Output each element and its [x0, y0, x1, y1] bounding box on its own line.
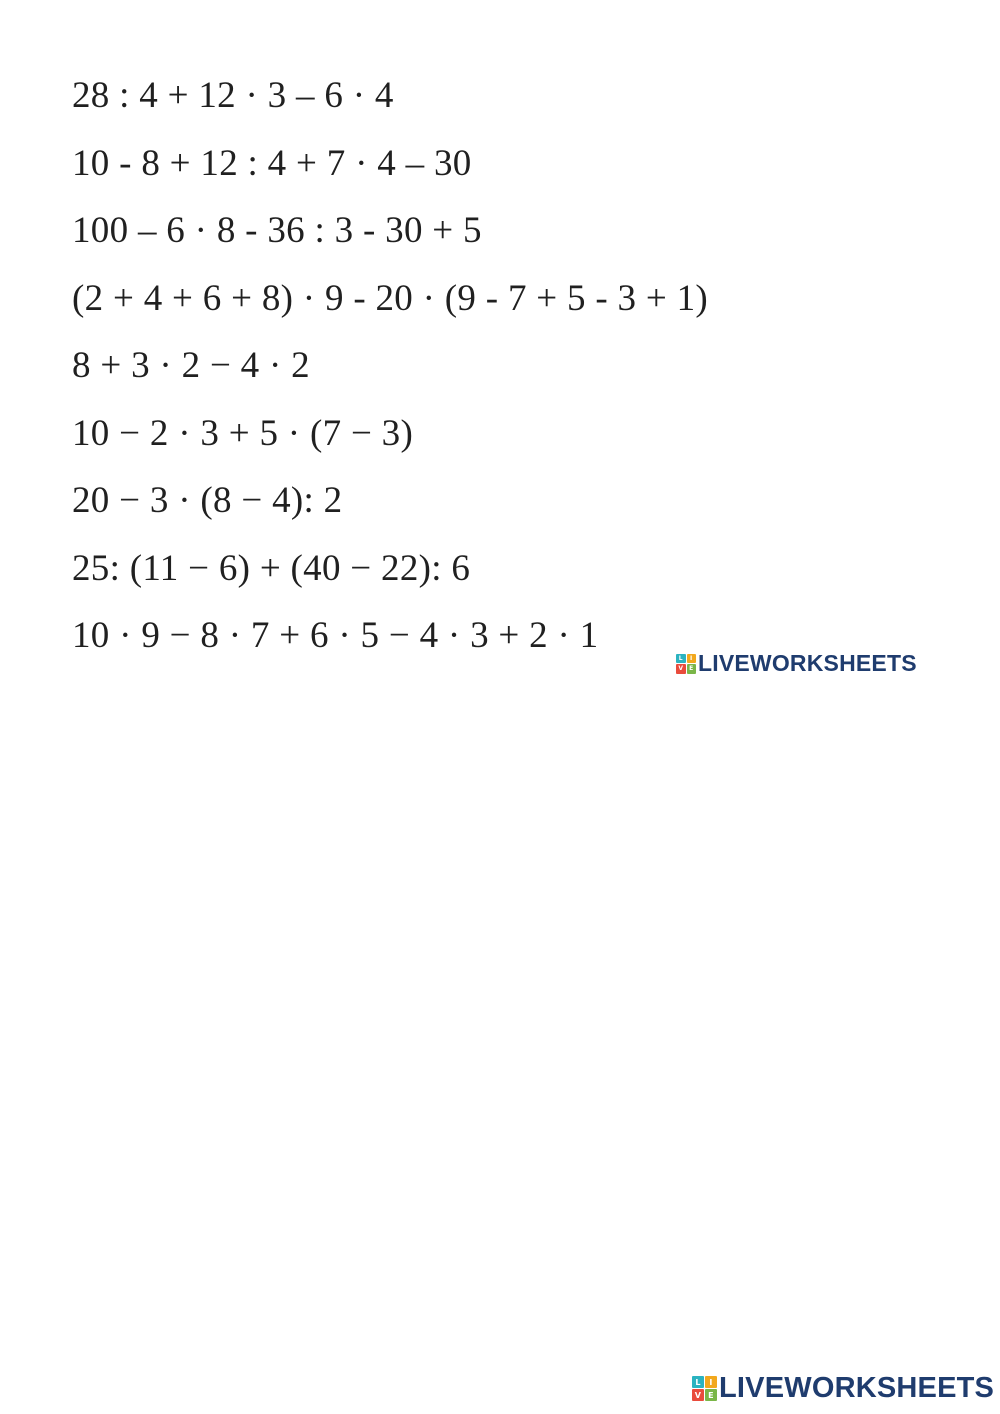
expression-6: 10 − 2 · 3 + 5 · (7 − 3)	[72, 412, 414, 454]
expression-1: 28 : 4 + 12 · 3 – 6 · 4	[72, 75, 394, 116]
logo-blocks-icon	[692, 1376, 717, 1401]
expression-8: 25: (11 − 6) + (40 − 22): 6	[72, 547, 471, 589]
logo-block: L	[692, 1376, 704, 1388]
logo-block: V	[676, 664, 686, 674]
logo-block: V	[692, 1389, 704, 1401]
liveworksheets-logo	[676, 650, 917, 677]
logo-block: L	[676, 654, 686, 664]
logo-block: E	[705, 1389, 717, 1401]
logo-block: I	[687, 654, 697, 664]
expression-3: 100 – 6 · 8 - 36 : 3 - 30 + 5	[72, 210, 482, 251]
logo-text: LIVEWORKSHEETS	[719, 1372, 995, 1404]
expression-4: (2 + 4 + 6 + 8) · 9 - 20 · (9 - 7 + 5 - 3 + 1)	[72, 277, 709, 319]
expression-5: 8 + 3 · 2 − 4 · 2	[72, 345, 310, 386]
expression-2: 10 - 8 + 12 : 4 + 7 · 4 – 30	[72, 142, 472, 184]
logo-block: I	[705, 1376, 717, 1388]
expression-9: 10 · 9 − 8 · 7 + 6 · 5 − 4 · 3 + 2 · 1	[72, 615, 599, 656]
logo-block: E	[687, 664, 697, 674]
expression-list	[72, 62, 708, 670]
logo-text: LIVEWORKSHEETS	[698, 650, 917, 676]
liveworksheets-logo-footer	[692, 1372, 994, 1405]
logo-blocks-icon	[676, 654, 696, 674]
expression-7: 20 − 3 · (8 − 4): 2	[72, 480, 343, 521]
